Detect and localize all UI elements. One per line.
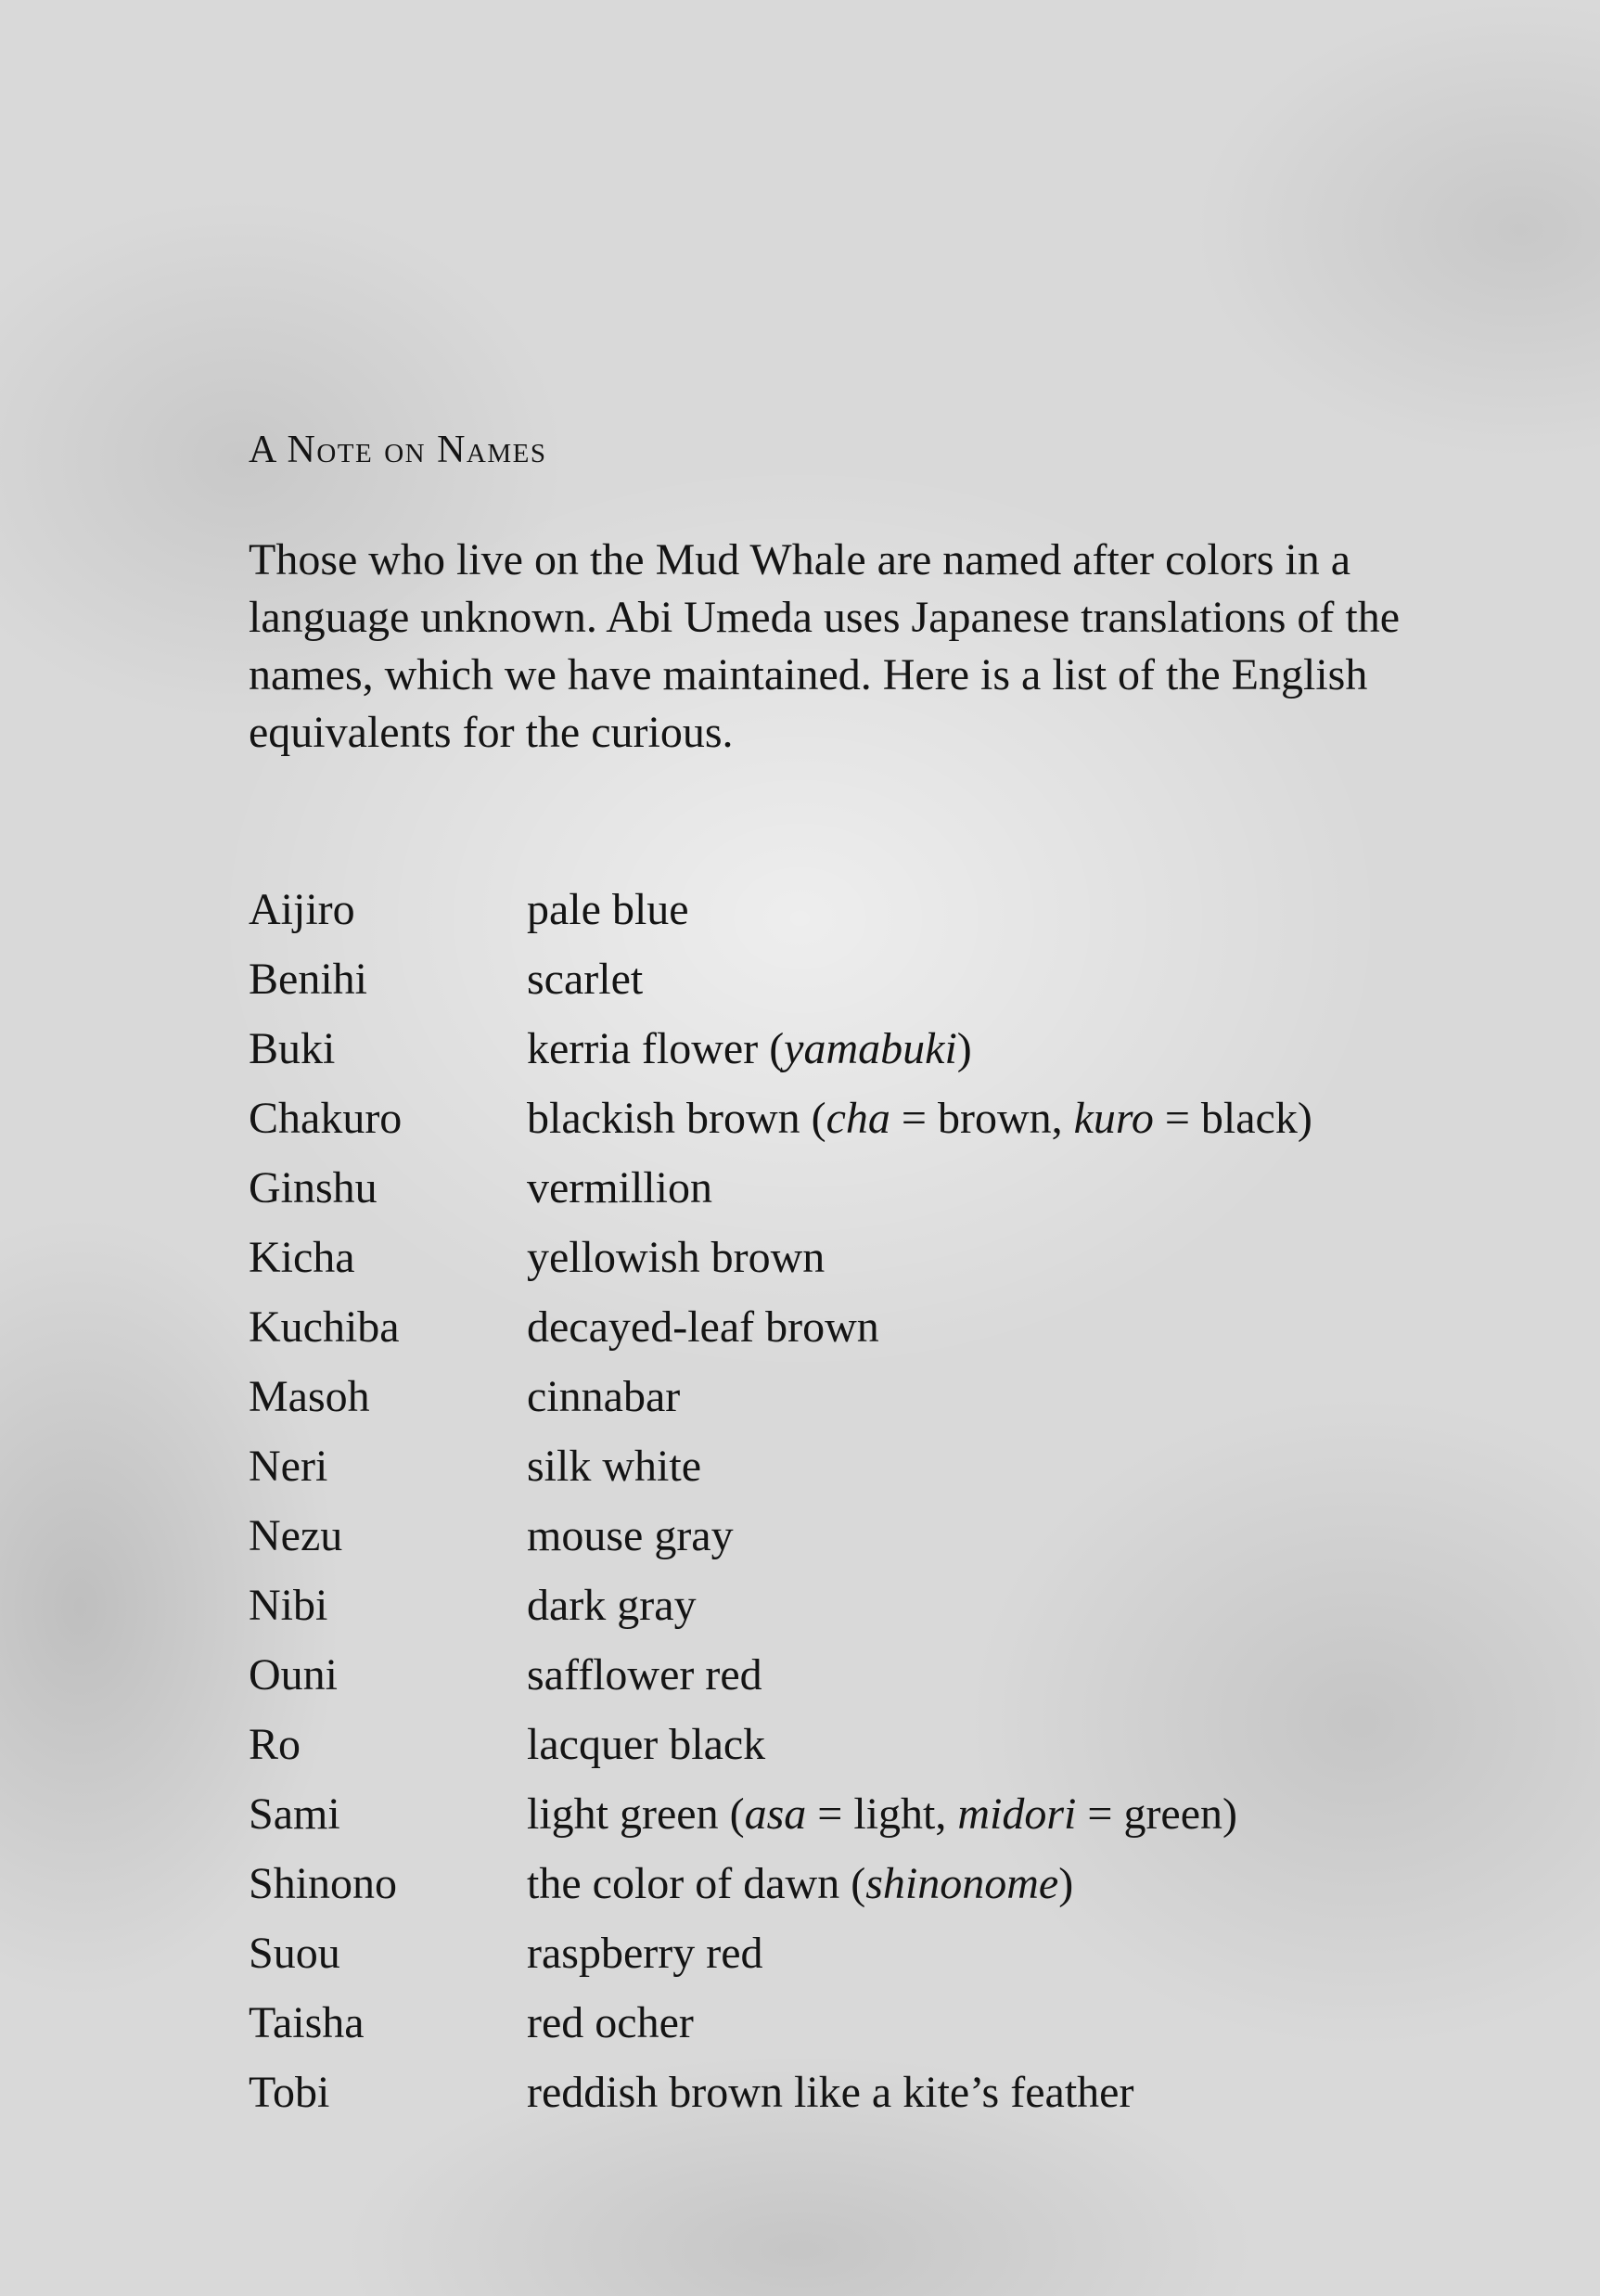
glossary-term: Suou — [249, 1929, 340, 1978]
glossary-meaning — [527, 1719, 1529, 1770]
glossary-meaning-segment: reddish brown like a kite’s feather — [527, 2068, 1134, 2117]
glossary-row — [249, 1501, 1529, 1571]
glossary-meaning-segment: mouse gray — [527, 1511, 734, 1560]
glossary-meaning — [527, 1858, 1529, 1909]
glossary-meaning — [527, 1580, 1529, 1631]
glossary-term: Ginshu — [249, 1163, 378, 1212]
glossary-row — [249, 875, 1529, 944]
intro-paragraph: Those who live on the Mud Whale are named after colors in a language unknown. Abi Umeda uses Japanese translations of the names, which we have maintained. Here is a list of the English equivalents for the curious. — [249, 535, 1401, 757]
glossary-term: Ouni — [249, 1650, 338, 1700]
glossary-meaning-segment: = green) — [1076, 1789, 1238, 1839]
glossary-row — [249, 1153, 1529, 1223]
glossary-term: Nibi — [249, 1581, 328, 1630]
glossary-term: Neri — [249, 1442, 328, 1491]
glossary-meaning — [527, 2067, 1529, 2118]
glossary-row — [249, 1640, 1529, 1710]
glossary-meaning — [527, 1649, 1529, 1700]
glossary-term: Kicha — [249, 1233, 355, 1282]
glossary-meaning — [527, 1302, 1529, 1353]
glossary-meaning — [527, 884, 1529, 935]
glossary-term: Taisha — [249, 1998, 365, 2047]
glossary-row — [249, 1292, 1529, 1362]
glossary-meaning-segment: red ocher — [527, 1998, 694, 2047]
glossary-term: Masoh — [249, 1372, 370, 1421]
glossary-meaning — [527, 1510, 1529, 1561]
glossary-term: Benihi — [249, 955, 367, 1004]
glossary-meaning-segment: the color of dawn ( — [527, 1859, 866, 1908]
glossary-meaning — [527, 1997, 1529, 2048]
glossary-meaning-segment: safflower red — [527, 1650, 762, 1700]
glossary-meaning-segment: kerria flower ( — [527, 1024, 785, 1073]
glossary-meaning-segment: yellowish brown — [527, 1233, 826, 1282]
glossary-meaning-italic-segment: cha — [826, 1094, 890, 1143]
glossary-meaning-segment: vermillion — [527, 1163, 712, 1212]
glossary-row — [249, 1014, 1529, 1084]
glossary-meaning-segment: pale blue — [527, 885, 689, 934]
glossary-meaning — [527, 954, 1529, 1005]
glossary-meaning — [527, 1023, 1529, 1074]
glossary-meaning-segment: raspberry red — [527, 1929, 763, 1978]
glossary-row — [249, 1779, 1529, 1849]
glossary-row — [249, 1918, 1529, 1988]
glossary-meaning — [527, 1371, 1529, 1422]
glossary-meaning — [527, 1232, 1529, 1283]
glossary-row — [249, 1084, 1529, 1153]
glossary-meaning-italic-segment: midori — [957, 1789, 1077, 1839]
glossary-row — [249, 1988, 1529, 2058]
glossary-meaning-segment: light green ( — [527, 1789, 745, 1839]
glossary-row — [249, 1223, 1529, 1292]
glossary-meaning-segment: = brown, — [890, 1094, 1074, 1143]
glossary-meaning-segment: decayed-leaf brown — [527, 1302, 879, 1352]
glossary-meaning-segment: = light, — [806, 1789, 958, 1839]
glossary-row — [249, 1710, 1529, 1779]
glossary-meaning-italic-segment: yamabuki — [784, 1024, 957, 1073]
glossary-row — [249, 1849, 1529, 1918]
glossary-meaning — [527, 1093, 1529, 1144]
page-heading: A Note on Names — [249, 429, 547, 471]
glossary-meaning-italic-segment: kuro — [1073, 1094, 1154, 1143]
glossary-meaning-segment: scarlet — [527, 955, 644, 1004]
glossary-row — [249, 1431, 1529, 1501]
glossary-meaning-segment: ) — [1058, 1859, 1074, 1908]
glossary-meaning-segment: blackish brown ( — [527, 1094, 826, 1143]
glossary-term: Ro — [249, 1720, 301, 1769]
glossary-row — [249, 1362, 1529, 1431]
name-glossary-list — [249, 875, 1529, 2127]
glossary-term: Sami — [249, 1789, 340, 1839]
glossary-term: Chakuro — [249, 1094, 403, 1143]
glossary-meaning-italic-segment: asa — [744, 1789, 807, 1839]
glossary-meaning-italic-segment: shinonome — [865, 1859, 1059, 1908]
glossary-meaning-segment: cinnabar — [527, 1372, 681, 1421]
page — [249, 0, 1529, 2296]
glossary-term: Tobi — [249, 2068, 330, 2117]
glossary-meaning-segment: lacquer black — [527, 1720, 766, 1769]
glossary-meaning — [527, 1789, 1529, 1840]
glossary-row — [249, 944, 1529, 1014]
glossary-row — [249, 2058, 1529, 2127]
glossary-meaning-segment: ) — [956, 1024, 972, 1073]
glossary-meaning-segment: silk white — [527, 1442, 701, 1491]
glossary-row — [249, 1571, 1529, 1640]
glossary-meaning-segment: = black) — [1153, 1094, 1312, 1143]
glossary-meaning — [527, 1928, 1529, 1979]
glossary-meaning — [527, 1441, 1529, 1492]
glossary-term: Shinono — [249, 1859, 398, 1908]
glossary-term: Kuchiba — [249, 1302, 400, 1352]
glossary-term: Nezu — [249, 1511, 343, 1560]
glossary-meaning — [527, 1162, 1529, 1213]
glossary-meaning-segment: dark gray — [527, 1581, 697, 1630]
glossary-term: Buki — [249, 1024, 336, 1073]
glossary-term: Aijiro — [249, 885, 355, 934]
